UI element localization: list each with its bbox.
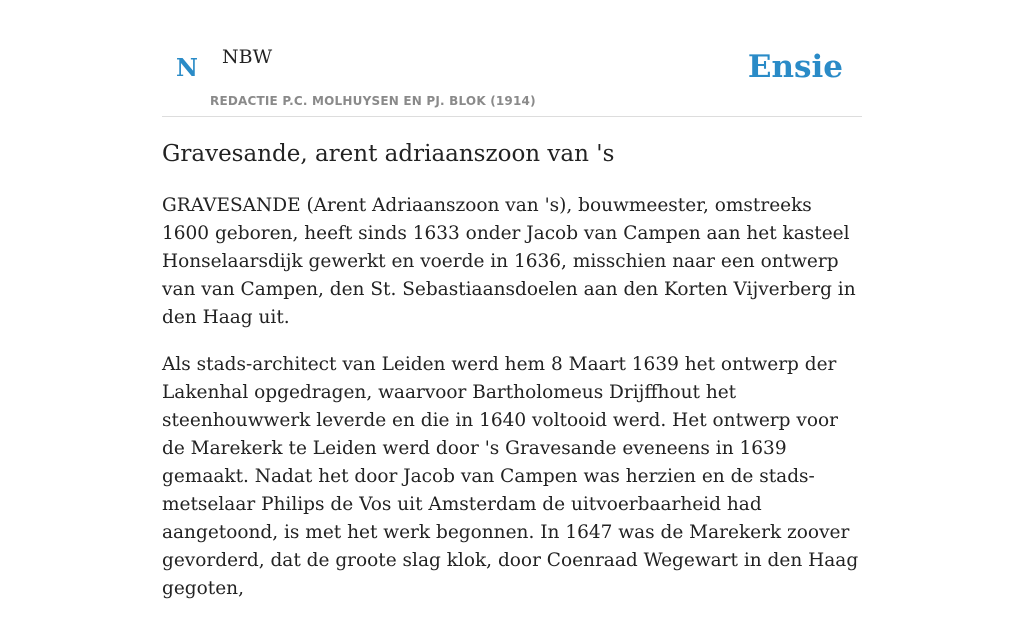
source-logo[interactable]: N xyxy=(176,53,198,82)
source-subtitle: REDACTIE P.C. MOLHUYSEN EN PJ. BLOK (1914) xyxy=(210,94,536,108)
article-body xyxy=(162,192,862,622)
source-name[interactable]: NBW xyxy=(222,46,273,68)
article-title: Gravesande, arent adriaanszoon van 's xyxy=(162,141,615,167)
article-paragraph: GRAVESANDE (Arent Adriaanszoon van 's), bouwmeester, omstreeks 1600 geboren, heeft sinds 1633 onder Jacob van Campen aan het kasteel Honselaarsdijk gewerkt en voerde in 1636, misschien naar een ontwerp van van Campen, den St. Sebastiaansdoelen aan den Korten Vijverberg in den Haag uit. xyxy=(162,195,856,328)
brand-logo[interactable]: Ensie xyxy=(747,49,843,85)
header xyxy=(162,0,862,117)
article-paragraph: Als stads-architect van Leiden werd hem 8 Maart 1639 het ontwerp der Lakenhal opgedragen, waarvoor Bartholomeus Drijffhout het steenhouwwerk leverde en die in 1640 voltooid werd. Het ontwerp voor de Marekerk te Leiden werd door 's Gravesande eveneens in 1639 gemaakt. Nadat het door Jacob van Campen was herzien en de stads-metselaar Philips de Vos uit Amsterdam de uitvoerbaarheid had aangetoond, is met het werk begonnen. In 1647 was de Marekerk zoover gevorderd, dat de groote slag klok, door Coenraad Wegewart in den Haag gegoten, xyxy=(162,354,859,599)
